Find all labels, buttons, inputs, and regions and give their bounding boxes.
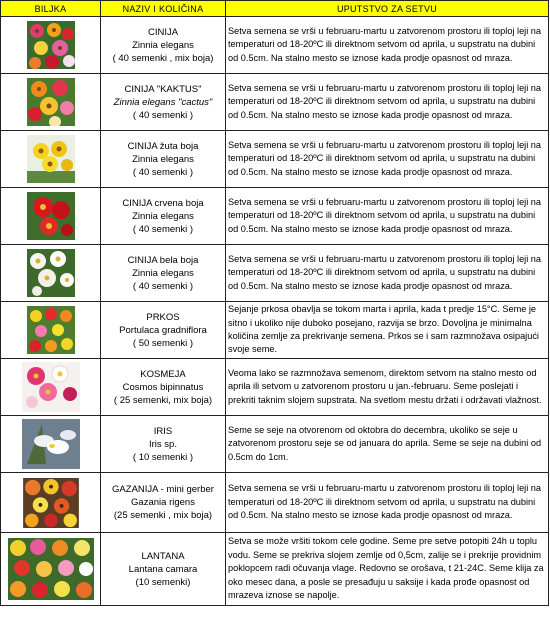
- zinnia-red-photo: [27, 192, 75, 240]
- table-row: [1, 473, 549, 533]
- seed-quantity: ( 10 semenki ): [132, 451, 194, 463]
- plant-photo-cell: [1, 188, 101, 245]
- plant-name-cell: [101, 473, 226, 533]
- col-header-name: NAZIV I KOLIČINA: [101, 1, 226, 17]
- plant-common-name: CINIJA bela boja: [127, 254, 199, 266]
- table-row: [1, 416, 549, 473]
- sowing-instructions: Setva se može vršiti tokom cele godine. Seme pre setve potopiti 24h u toplu vodu. Seme se prekriva slojem zemlje od 0,5cm, zalije se i prekrije providnim poklopcem radi očuvanja vlage. Redovno se orošava, t 21-24C. Seme klija za oko mesec dana, a posle se presađuju u saksije i kada prođe opasnost od mrazeva iznose se napolje.: [226, 533, 549, 606]
- gazania-photo: [22, 478, 80, 528]
- plant-latin-name: Zinnia elegans: [132, 210, 194, 222]
- plant-name-cell: [101, 533, 226, 606]
- plant-common-name: PRKOS: [146, 311, 180, 323]
- plant-latin-name: Lantana camara: [128, 563, 198, 575]
- sowing-instructions: Seme se seje na otvorenom od oktobra do decembra, ukoliko se seje u zatvorenom prostoru seje se od januara do aprila. Seme se seje na dubini od 0.5cm do 1cm.: [226, 416, 549, 473]
- seed-quantity: (10 semenki): [135, 576, 191, 588]
- col-header-plant: BILJKA: [1, 1, 101, 17]
- plant-name-cell: [101, 416, 226, 473]
- cosmos-photo: [22, 362, 80, 412]
- iris-photo: [22, 419, 80, 469]
- plant-common-name: GAZANIJA - mini gerber: [112, 484, 214, 495]
- sowing-instructions: Sejanje prkosa obavlja se tokom marta i aprila, kada t predje 15°C. Seme je sitno i ukoliko nije duboko posejano, razvija se brzo. Dovoljna je minimalna količina zemlje za prekrivanje semena. Prkos se i sam razmnožava osipajući svoje seme.: [226, 302, 549, 359]
- plant-latin-name: Portulaca gradniflora: [119, 324, 207, 336]
- zinnia-yellow-photo: [27, 135, 75, 183]
- table-row: [1, 74, 549, 131]
- plant-name-cell: [101, 74, 226, 131]
- plant-common-name: LANTANA: [141, 550, 185, 562]
- sowing-instructions: Setva semena se vrši u februaru-martu u zatvorenom prostoru ili toploj leji na temperaturi od 18-20ºC ili direktnom setvom od aprila, u supstratu na dubini od 0.5cm. Na stalno mesto se iznose kada prodje opasnost od mraza.: [226, 473, 549, 533]
- seed-quantity: ( 40 semenki , mix boja): [112, 52, 214, 64]
- plant-photo-cell: [1, 17, 101, 74]
- plant-photo-cell: [1, 245, 101, 302]
- sowing-instructions: Setva semena se vrši u februaru-martu u zatvorenom prostoru ili toploj leji na temperaturi od 18-20ºC ili direktnom setvom od aprila, u supstratu na dubini od 0.5cm. Na stalno mesto se iznose kada prodje opasnost od mraza.: [226, 245, 549, 302]
- plant-name-cell: [101, 131, 226, 188]
- seed-quantity: ( 50 semenki ): [132, 337, 194, 349]
- sowing-instructions: Setva semena se vrši u februaru-martu u zatvorenom prostoru ili toploj leji na temperaturi od 18-20ºC ili direktnom setvom od aprila, u supstratu na dubini od 0.5cm. Na stalno mesto se iznose kada prodje opasnost od mraza.: [226, 188, 549, 245]
- seed-quantity: ( 40 semenki ): [132, 280, 194, 292]
- table-row: [1, 17, 549, 74]
- plant-photo-cell: [1, 131, 101, 188]
- zinnia-cactus-photo: [27, 78, 75, 126]
- seed-quantity: ( 25 semenki, mix boja): [113, 394, 213, 406]
- plant-name-cell: [101, 245, 226, 302]
- zinnia-white-photo: [27, 249, 75, 297]
- plant-latin-name: Zinnia elegans: [132, 153, 194, 165]
- lantana-photo: [8, 538, 94, 600]
- plant-photo-cell: [1, 416, 101, 473]
- plant-name-cell: [101, 302, 226, 359]
- zinnia-mix-photo: [27, 21, 75, 69]
- plant-name-cell: [101, 17, 226, 74]
- sowing-instructions: Setva semena se vrši u februaru-martu u zatvorenom prostoru ili toploj leji na temperaturi od 18-20ºC ili direktnom setvom od aprila, u supstratu na dubini od 0.5cm. Na stalno mesto se iznose kada prodje opasnost od mraza.: [226, 74, 549, 131]
- plant-common-name: CINIJA žuta boja: [127, 140, 199, 152]
- plant-photo-cell: [1, 473, 101, 533]
- seed-quantity: ( 40 semenki ): [132, 166, 194, 178]
- plant-photo-cell: [1, 302, 101, 359]
- col-header-instructions: UPUTSTVO ZA SETVU: [226, 1, 549, 17]
- plant-common-name: KOSMEJA: [140, 368, 186, 380]
- plant-name-cell: [101, 359, 226, 416]
- seed-quantity: ( 40 semenki ): [132, 223, 194, 235]
- plant-latin-name: Zinnia elegans: [132, 39, 194, 51]
- sowing-instructions: Veoma lako se razmnožava semenom, direktom setvom na stalno mesto od aprila ili setvom u zatvorenom prostoru u jan.-februaru. Seme poslejati i prekriti taknim slojem supstrata. Na svetlom mestu držati i održavati vlažnost.: [226, 359, 549, 416]
- plant-photo-cell: [1, 74, 101, 131]
- plant-latin-name: Gazania rigens: [131, 497, 195, 508]
- sowing-instructions: Setva semena se vrši u februaru-martu u zatvorenom prostoru ili toploj leji na temperaturi od 18-20ºC ili direktnom setvom od aprila, u supstratu na dubini od 0.5cm. Na stalno mesto se iznose kada prodje opasnost od mraza.: [226, 17, 549, 74]
- plant-latin-name: Cosmos bipinnatus: [122, 381, 204, 393]
- table-row: [1, 359, 549, 416]
- table-row: [1, 533, 549, 606]
- plant-photo-cell: [1, 359, 101, 416]
- plant-latin-name: Zinnia elegans: [132, 267, 194, 279]
- plant-latin-name: Zinnia elegans "cactus": [113, 96, 213, 108]
- plant-common-name: CINIJA crvena boja: [122, 197, 204, 209]
- table-row: [1, 245, 549, 302]
- plant-common-name: IRIS: [153, 425, 173, 437]
- sowing-instructions: Setva semena se vrši u februaru-martu u zatvorenom prostoru ili toploj leji na temperaturi od 18-20ºC ili direktnom setvom od aprila, u supstratu na dubini od 0.5cm. Na stalno mesto se iznose kada prodje opasnost od mraza.: [226, 131, 549, 188]
- portulaca-photo: [27, 306, 75, 354]
- table-header-row: [1, 1, 549, 17]
- plant-common-name: CINIJA: [147, 26, 179, 38]
- plant-name-cell: [101, 188, 226, 245]
- table-row: [1, 188, 549, 245]
- seed-quantity: (25 semenki , mix boja): [113, 510, 213, 521]
- plant-latin-name: Iris sp.: [149, 438, 177, 450]
- plant-photo-cell: [1, 533, 101, 606]
- table-row: [1, 131, 549, 188]
- plant-common-name: CINIJA "KAKTUS": [124, 83, 202, 95]
- table-row: [1, 302, 549, 359]
- seed-quantity: ( 40 semenki ): [132, 109, 194, 121]
